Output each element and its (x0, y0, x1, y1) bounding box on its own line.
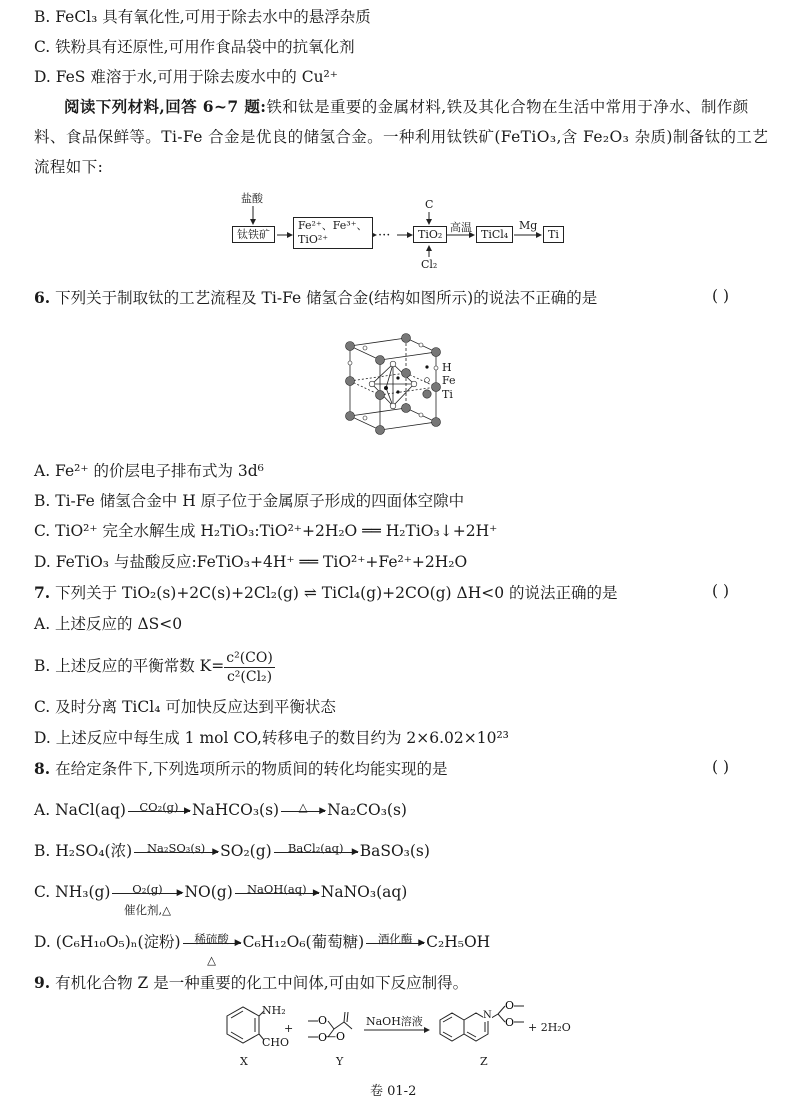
q8-b-arrow1: Na₂SO₃(s) ▶ (134, 852, 218, 853)
q9-condition: NaOH溶液 (366, 1015, 423, 1028)
q7-b-prefix: B. 上述反应的平衡常数 K= (34, 657, 225, 675)
q8-b-label: B. (34, 842, 51, 860)
q9-nh2: NH₂ (262, 1004, 286, 1017)
q7-option-c: C. 及时分离 TiCl₄ 可加快反应达到平衡状态 (34, 698, 336, 716)
flow-box-ilmenite: 钛铁矿 (232, 226, 275, 243)
q6-number: 6. (34, 288, 51, 307)
q7-answer-paren: ( ) (712, 582, 730, 600)
q8-d-cond2: 酒化酶 (377, 931, 413, 946)
svg-text:O: O (318, 1014, 328, 1027)
reading-intro: 阅读下列材料,回答 6~7 题: (64, 97, 267, 116)
q8-a-label: A. (34, 801, 51, 819)
q5-option-c: C. 铁粉具有还原性,可用作食品袋中的抗氧化剂 (34, 38, 355, 56)
q9-nitrogen: N (483, 1010, 492, 1021)
q9-stem-text: 有机化合物 Z 是一种重要的化工中间体,可由如下反应制得。 (55, 974, 469, 992)
flow-condition-mg: Mg (519, 219, 538, 232)
q8-d-intermediate: C₆H₁₂O₆(葡萄糖) (242, 933, 365, 951)
q7-number: 7. (34, 583, 51, 602)
flow-ions-line1: Fe²⁺、Fe³⁺、 (298, 219, 368, 232)
q8-stem (34, 758, 448, 780)
q8-b-cond1: Na₂SO₃(s) (146, 840, 206, 855)
q5-option-b: B. FeCl₃ 具有氧化性,可用于除去水中的悬浮杂质 (34, 8, 371, 26)
q9-water: + 2H₂O (528, 1021, 571, 1034)
q8-option-b (34, 840, 430, 862)
q9-label-x: X (240, 1055, 248, 1068)
q7-option-a: A. 上述反应的 ΔS<0 (34, 615, 183, 633)
q8-a-arrow1: CO₂(g) ▶ (128, 811, 190, 812)
q8-b-cond2: BaCl₂(aq) (287, 840, 344, 855)
q8-a-cond2: △ (298, 799, 308, 814)
flow-carbon: C (425, 198, 434, 211)
flow-reagent-hcl: 盐酸 (241, 192, 263, 205)
q7-stem-text: 下列关于 TiO₂(s)+2C(s)+2Cl₂(g) ⇌ TiCl₄(g)+2CO(g) ΔH<0 的说法正确的是 (55, 584, 618, 602)
flow-dots: ··· (378, 228, 391, 243)
process-flow-chart (0, 0, 790, 290)
q6-option-b: B. Ti-Fe 储氢合金中 H 原子位于金属原子形成的四面体空隙中 (34, 492, 465, 510)
svg-text:O: O (505, 1016, 515, 1029)
q8-a-intermediate: NaHCO₃(s) (191, 801, 280, 819)
q5-option-d: D. FeS 难溶于水,可用于除去废水中的 Cu²⁺ (34, 68, 338, 86)
q8-d-product: C₂H₅OH (426, 933, 491, 951)
q6-stem-text: 下列关于制取钛的工艺流程及 Ti-Fe 储氢合金(结构如图所示)的说法不正确的是 (55, 289, 598, 307)
q8-c-cond1: O₂(g) (132, 881, 163, 896)
q8-c-label: C. (34, 883, 51, 901)
legend-fe: Fe (442, 374, 456, 387)
flow-chlorine: Cl₂ (421, 258, 438, 271)
q7-b-denominator: c²(Cl₂) (226, 668, 273, 685)
flow-box-ticl4: TiCl₄ (476, 226, 513, 243)
q9-label-z: Z (480, 1055, 488, 1068)
q8-number: 8. (34, 759, 51, 778)
q8-c-reactant: NH₃(g) (55, 883, 111, 901)
q6-answer-paren: ( ) (712, 287, 730, 305)
q8-b-reactant: H₂SO₄(浓) (55, 842, 133, 860)
q8-d-cond1: 稀硫酸 (194, 931, 229, 946)
q8-answer-paren: ( ) (712, 758, 730, 776)
q8-option-a (34, 799, 407, 821)
q6-option-c: C. TiO²⁺ 完全水解生成 H₂TiO₃:TiO²⁺+2H₂O ══ H₂TiO₃↓+2H⁺ (34, 522, 498, 540)
flow-arrows (0, 0, 790, 290)
q8-option-d (34, 931, 491, 967)
svg-text:O: O (318, 1031, 328, 1044)
q7-option-b (34, 646, 275, 686)
q8-c-cond2: NaOH(aq) (246, 881, 307, 896)
q9-stem (34, 972, 468, 994)
q8-d-cond1-below: △ (207, 952, 217, 967)
flow-box-tio2: TiO₂ (413, 226, 447, 243)
q8-stem-text: 在给定条件下,下列选项所示的物质间的转化均能实现的是 (55, 760, 448, 778)
flow-box-ti: Ti (543, 226, 564, 243)
q8-a-cond1: CO₂(g) (139, 799, 179, 814)
legend-ti: Ti (442, 388, 453, 401)
q7-b-fraction (224, 649, 275, 686)
page-footer: 卷 01-2 (370, 1084, 417, 1099)
flow-condition-high-temp: 高温 (450, 221, 472, 234)
q9-number: 9. (34, 973, 51, 992)
q6-option-a: A. Fe²⁺ 的价层电子排布式为 3d⁶ (34, 462, 264, 480)
q9-plus: + (284, 1022, 294, 1035)
q8-a-product: Na₂CO₃(s) (327, 801, 407, 819)
q8-c-intermediate: NO(g) (184, 883, 233, 901)
q8-b-product: BaSO₃(s) (359, 842, 430, 860)
q7-b-numerator: c²(CO) (226, 649, 273, 666)
q6-option-d: D. FeTiO₃ 与盐酸反应:FeTiO₃+4H⁺ ══ TiO²⁺+Fe²⁺+2H₂O (34, 553, 468, 571)
q8-b-arrow2: BaCl₂(aq) ▶ (274, 852, 358, 853)
reading-text: 铁和钛是重要的金属材料,铁及其化合物在生活中常用于净水、制作颜料、食品保鲜等。Ti-Fe 合金是优良的储氢合金。一种利用钛铁矿(FeTiO₃,含 Fe₂O₃ 杂质)制备钛的工艺流程如下: (34, 98, 769, 176)
q8-a-reactant: NaCl(aq) (55, 801, 126, 819)
q8-c-arrow1: O₂(g) ▶ 催化剂,△ (112, 893, 182, 894)
q6-stem (34, 287, 597, 309)
legend-h: H (442, 361, 452, 374)
q8-option-c (34, 881, 408, 917)
q8-c-product: NaNO₃(aq) (320, 883, 408, 901)
q8-d-arrow1: 稀硫酸 ▶ △ (183, 943, 241, 944)
q8-c-cond1-below: 催化剂,△ (123, 902, 171, 917)
q8-d-arrow2: 酒化酶 ▶ (366, 943, 424, 944)
q9-cho: CHO (262, 1036, 290, 1049)
svg-text:—O: —O (325, 1030, 346, 1043)
q8-a-arrow2: △ ▶ (281, 811, 325, 812)
q9-label-y: Y (336, 1055, 344, 1068)
flow-box-ions (293, 217, 373, 249)
q8-d-label: D. (34, 933, 51, 951)
q7-option-d: D. 上述反应中每生成 1 mol CO,转移电子的数目约为 2×6.02×10²³ (34, 729, 509, 747)
svg-text:O: O (505, 999, 515, 1012)
q7-stem (34, 582, 618, 604)
flow-ions-line2: TiO²⁺ (298, 233, 329, 246)
q8-c-arrow2: NaOH(aq) ▶ (235, 893, 319, 894)
q8-d-reactant: (C₆H₁₀O₅)ₙ(淀粉) (55, 933, 181, 951)
q8-b-intermediate: SO₂(g) (220, 842, 272, 860)
